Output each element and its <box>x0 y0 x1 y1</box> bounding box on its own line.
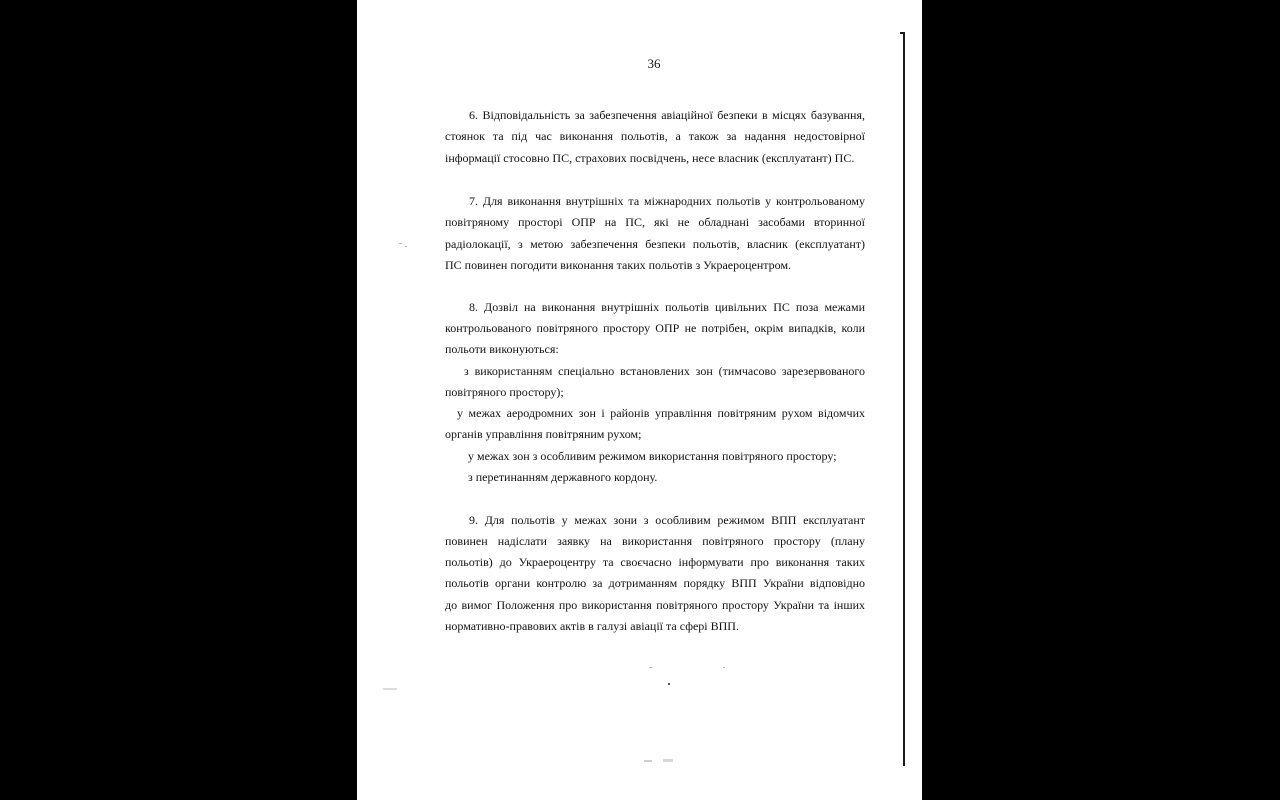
scan-border-line <box>903 32 905 766</box>
document-page <box>357 0 922 800</box>
paragraph-9-line: повинен надіслати заявку на використання повітряного простору (плану <box>445 534 865 548</box>
scan-speck <box>663 759 673 762</box>
paragraph-8-line: польоти виконуються: <box>445 342 559 356</box>
scan-border-tick <box>900 32 904 34</box>
paragraph-6-line: 6. Відповідальність за забезпечення авіаційної безпеки в місцях базування, <box>469 108 865 122</box>
paragraph-7-line: радіолокації, з метою забезпечення безпеки польотів, власник (експлуатант) <box>445 237 865 251</box>
paragraph-8-line: 8. Дозвіл на виконання внутрішніх польотів цивільних ПС поза межами <box>469 300 865 314</box>
paragraph-8-list-item: у межах аеродромних зон і районів управління повітряним рухом відомчих <box>457 406 865 420</box>
paragraph-6-line: стоянок та під час виконання польотів, а також за надання недостовірної <box>445 129 865 143</box>
paragraph-7-line: 7. Для виконання внутрішніх та міжнародних польотів у контрольованому <box>469 194 865 208</box>
paragraph-7-line: повітряному просторі ОПР на ПС, які не обладнані засобами вторинної <box>445 215 865 229</box>
scan-speck <box>383 688 397 690</box>
paragraph-8-list-item: з перетинанням державного кордону. <box>468 470 658 484</box>
scan-speck <box>644 760 652 762</box>
paragraph-8-list-item: у межах зон з особливим режимом використання повітряного простору; <box>468 449 837 463</box>
paragraph-8-list-item: з використанням спеціально встановлених зон (тимчасово зарезервованого <box>464 364 865 378</box>
paragraph-9-line: польотів органи контролю за дотриманням порядку ВПП України відповідно <box>445 576 865 590</box>
page-number: 36 <box>647 56 661 71</box>
scan-speck <box>723 667 725 668</box>
paragraph-9-line: нормативно-правових актів в галузі авіації та сфері ВПП. <box>445 619 739 633</box>
paragraph-9-line: польотів) до Украероцентру та своєчасно інформувати про виконання таких <box>445 555 865 569</box>
paragraph-8-list-item: органів управління повітряним рухом; <box>445 427 642 441</box>
scan-speck <box>668 683 670 685</box>
paragraph-8-line: контрольованого повітряного простору ОПР не потрібен, окрім випадків, коли <box>445 321 865 335</box>
paragraph-8-list-item: повітряного простору); <box>445 385 564 399</box>
scan-speck <box>405 246 407 247</box>
scan-speck <box>399 243 402 244</box>
paragraph-9-line: 9. Для польотів у межах зони з особливим режимом ВПП експлуатант <box>469 513 865 527</box>
paragraph-6-line: інформації стосовно ПС, страхових посвідчень, несе власник (експлуатант) ПС. <box>445 151 855 165</box>
scan-speck <box>649 667 652 668</box>
paragraph-7-line: ПС повинен погодити виконання таких польотів з Украероцентром. <box>445 258 792 272</box>
paragraph-9-line: до вимог Положення про використання повітряного простору України та інших <box>445 598 865 612</box>
